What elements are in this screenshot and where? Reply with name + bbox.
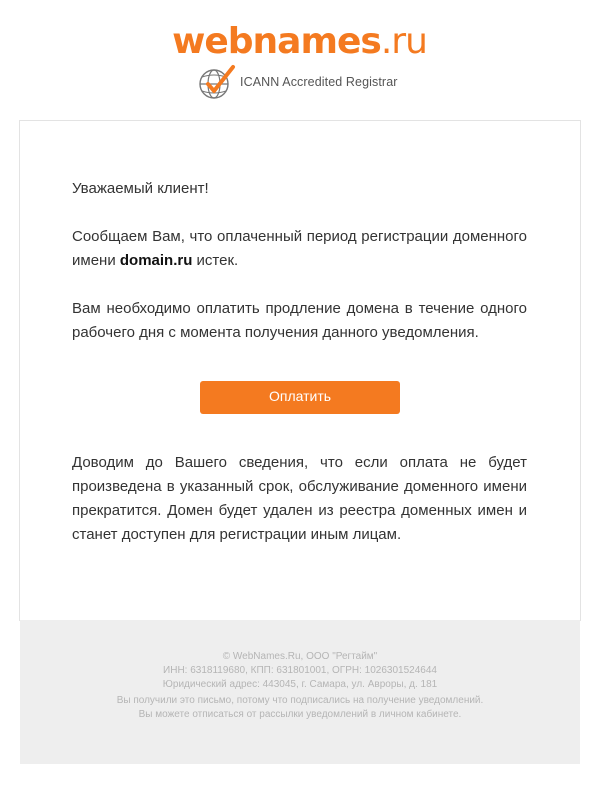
pay-button[interactable]: Оплатить	[200, 381, 400, 414]
icann-accredited-text: ICANN Accredited Registrar	[240, 75, 398, 89]
footer-subscription-reason: Вы получили это письмо, потому что подписались на получение уведомлений.	[116, 695, 484, 706]
expiry-paragraph	[72, 225, 527, 273]
logo-tld-text: .ru	[380, 21, 427, 62]
domain-name: domain.ru	[119, 252, 193, 269]
footer-copyright: © WebNames.Ru, ООО "Регтайм"	[222, 651, 378, 662]
expiry-text-after: истек.	[192, 252, 239, 269]
expiry-notice	[72, 225, 527, 273]
webnames-logo[interactable]	[0, 20, 599, 64]
icann-badge	[196, 64, 398, 100]
icann-globe-checkmark-icon	[196, 64, 236, 100]
logo-main-text: webnames	[172, 21, 381, 62]
message-card	[19, 120, 581, 621]
greeting-text: Уважаемый клиент!	[72, 180, 209, 197]
greeting	[72, 177, 527, 201]
footer-address: Юридический адрес: 443045, г. Самара, ул. Авроры, д. 181	[162, 679, 438, 690]
renewal-text: Вам необходимо оплатить продление домена в течение одного рабочего дня с момента получения данного уведомления.	[72, 300, 527, 341]
email-footer	[20, 620, 580, 764]
expiry-text-before: Сообщаем Вам, что оплаченный период регистрации доменного имени	[72, 228, 527, 269]
footer-unsubscribe-note: Вы можете отписаться от рассылки уведомлений в личном кабинете.	[138, 709, 462, 720]
footer-company-ids: ИНН: 6318119680, КПП: 631801001, ОГРН: 1026301524644	[163, 665, 437, 676]
email-header	[0, 0, 599, 120]
warning-notice	[72, 451, 527, 547]
warning-text: Доводим до Вашего сведения, что если оплата не будет произведена в указанный срок, обслуживание доменного имени прекратится. Домен будет удален из реестра доменных имен и станет доступен для регистрации иным лицам.	[72, 454, 527, 543]
renewal-request	[72, 297, 527, 345]
